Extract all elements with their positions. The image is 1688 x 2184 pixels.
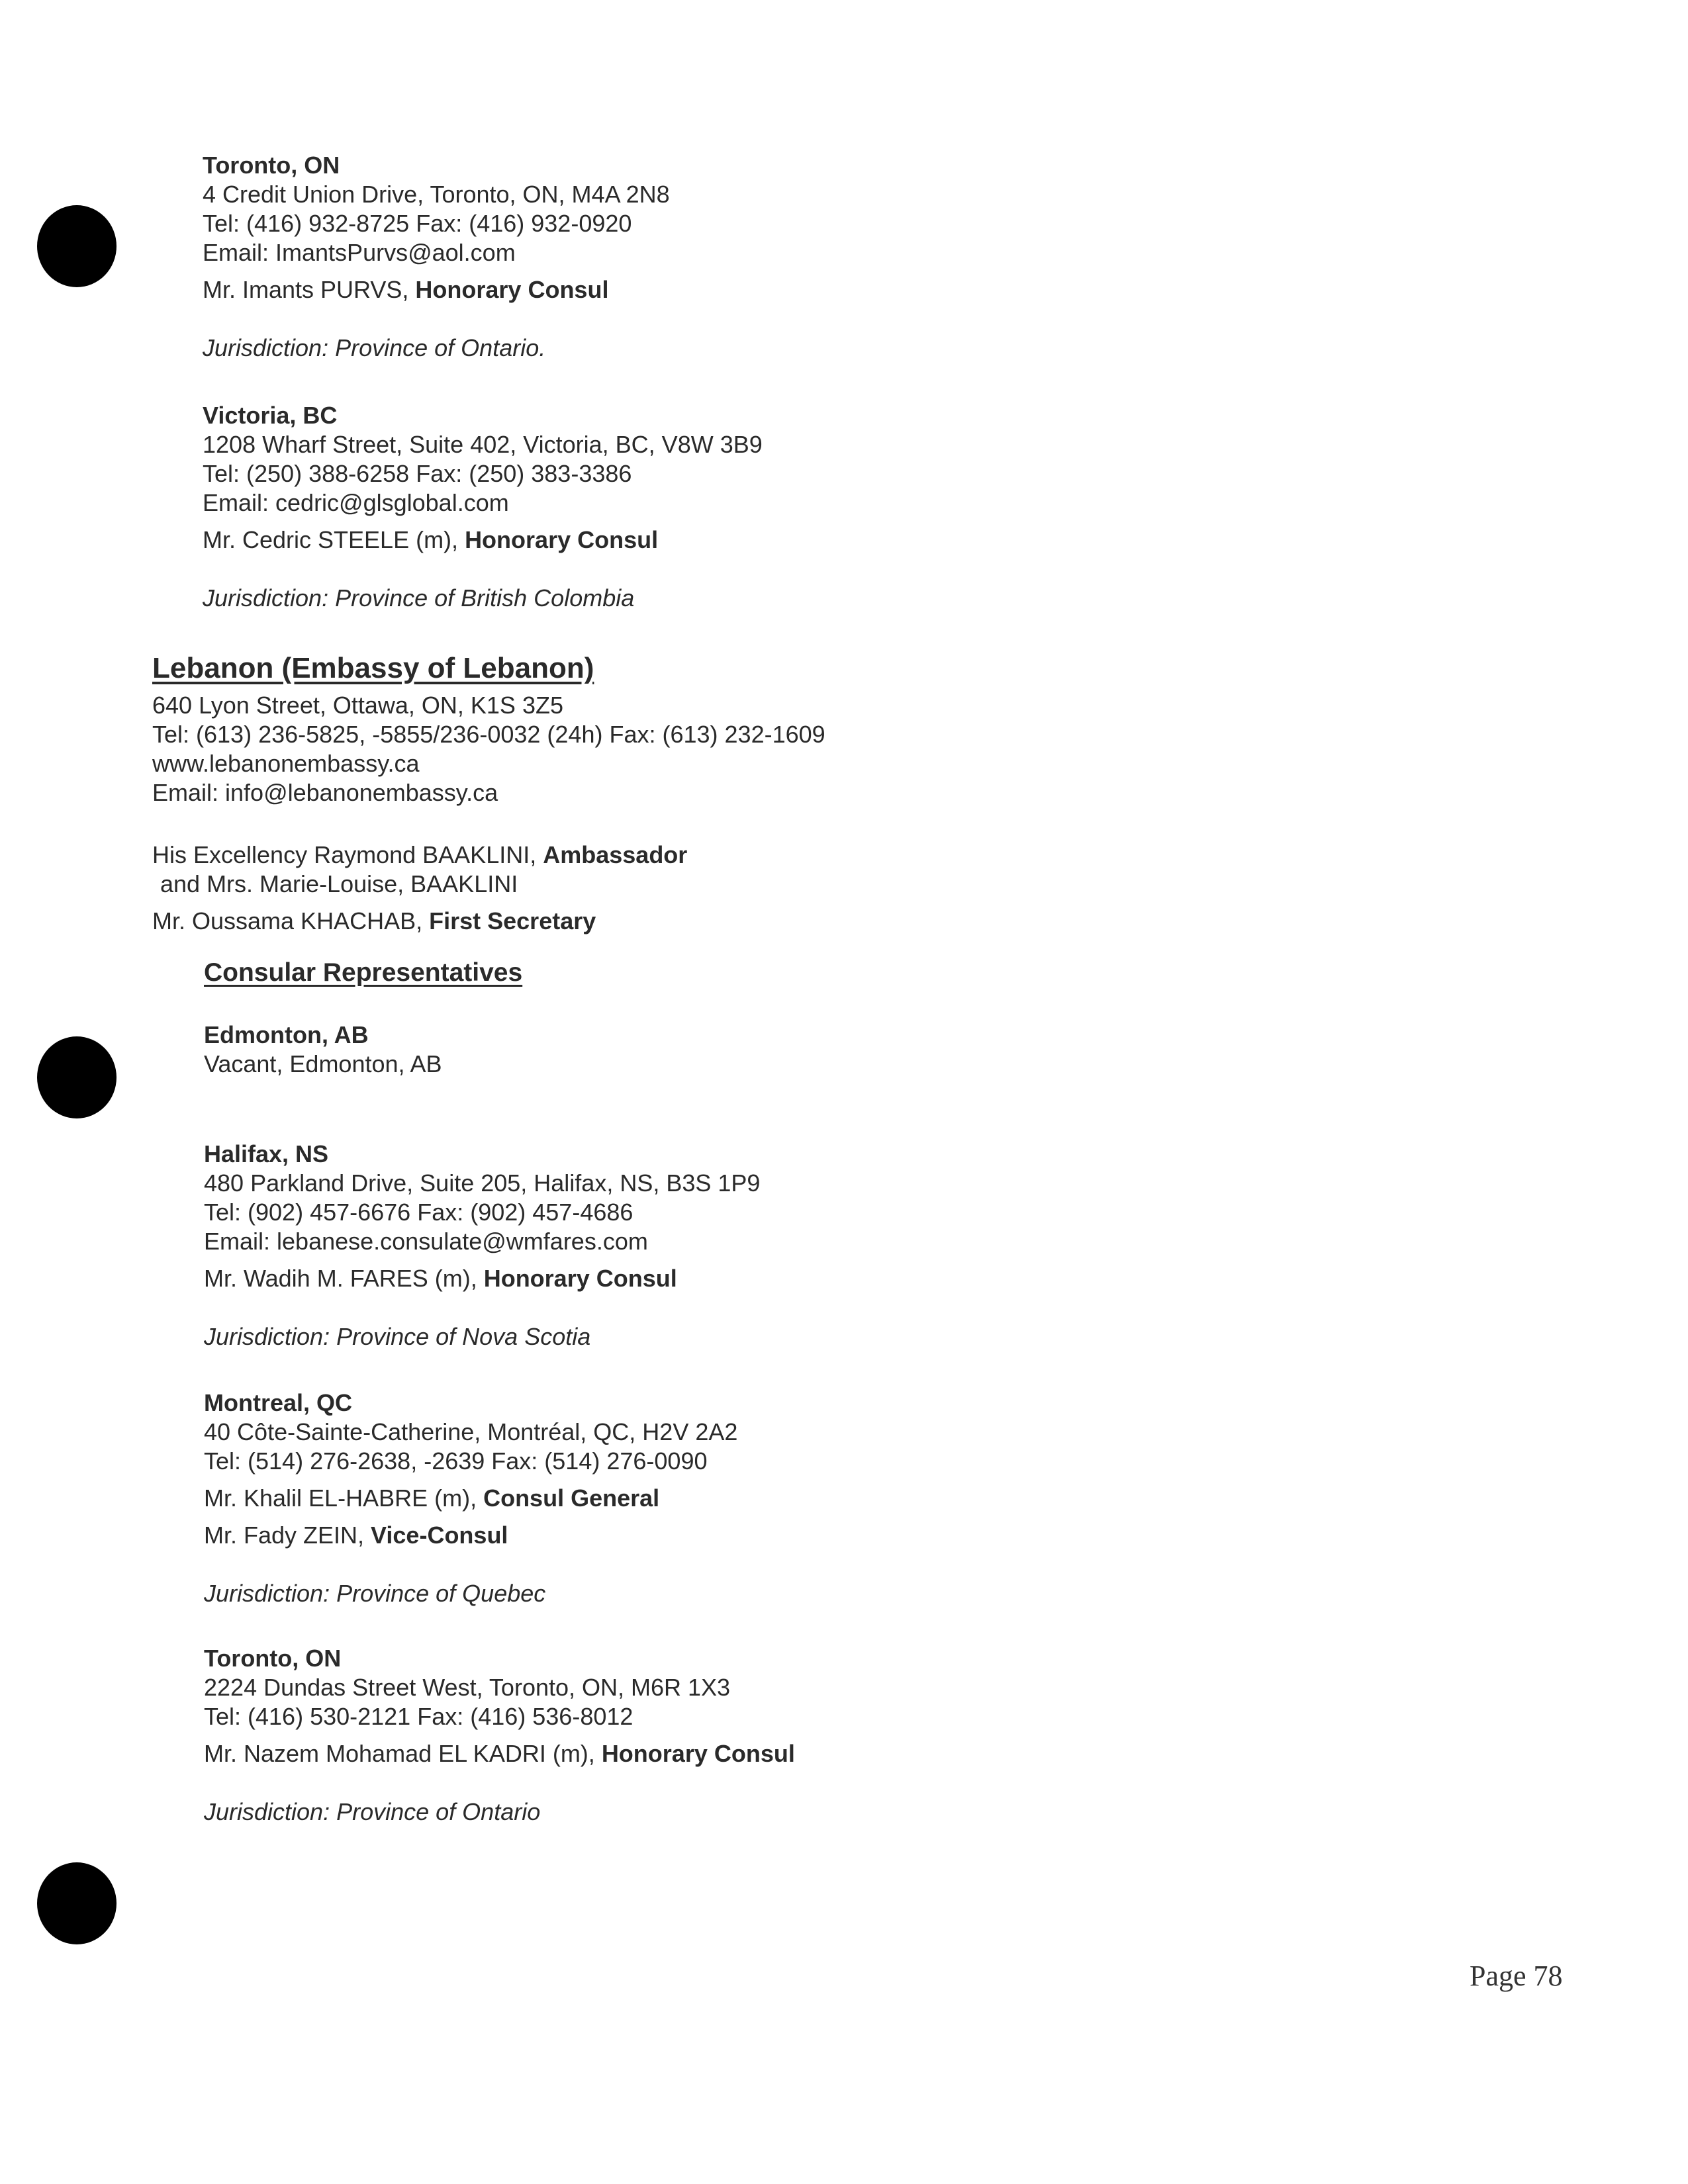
representative-title: Consul General	[483, 1484, 660, 1512]
representative-line	[204, 1521, 737, 1550]
phone-line: Tel: (416) 530-2121 Fax: (416) 536-8012	[204, 1703, 633, 1730]
consulate-toronto-lebanon	[204, 1644, 795, 1827]
city-heading: Toronto, ON	[203, 152, 340, 179]
city-heading: Edmonton, AB	[204, 1021, 369, 1048]
secretary-name: Mr. Oussama KHACHAB,	[152, 907, 430, 934]
consulate-halifax	[204, 1140, 760, 1351]
email-line: Email: info@lebanonembassy.ca	[152, 779, 498, 806]
embassy-lebanon-contact	[152, 691, 825, 807]
representative-name: Mr. Imants PURVS,	[203, 276, 416, 303]
address-line: 40 Côte-Sainte-Catherine, Montréal, QC, H2V 2A2	[204, 1418, 738, 1445]
representative-line	[204, 1264, 760, 1293]
phone-line: Tel: (416) 932-8725 Fax: (416) 932-0920	[203, 210, 632, 237]
ambassador-line	[152, 841, 687, 870]
jurisdiction-line: Jurisdiction: Province of British Colombia	[203, 584, 635, 612]
consulate-edmonton	[204, 1021, 442, 1079]
jurisdiction-line: Jurisdiction: Province of Quebec	[204, 1580, 546, 1607]
city-heading: Toronto, ON	[204, 1645, 342, 1672]
phone-line: Tel: (902) 457-6676 Fax: (902) 457-4686	[204, 1199, 633, 1226]
city-heading: Victoria, BC	[203, 402, 338, 429]
representative-title: Honorary Consul	[415, 276, 609, 303]
secretary-title: First Secretary	[429, 907, 596, 934]
email-line: Email: cedric@glsglobal.com	[203, 489, 509, 516]
phone-line: Tel: (514) 276-2638, -2639 Fax: (514) 276-0090	[204, 1447, 708, 1475]
spouse-line: and Mrs. Marie-Louise, BAAKLINI	[160, 870, 518, 897]
address-line: 640 Lyon Street, Ottawa, ON, K1S 3Z5	[152, 692, 563, 719]
embassy-heading-lebanon: Lebanon (Embassy of Lebanon)	[152, 652, 594, 684]
consulate-victoria	[203, 401, 763, 613]
city-heading: Montreal, QC	[204, 1389, 353, 1416]
consulate-montreal	[204, 1388, 737, 1608]
jurisdiction-line: Jurisdiction: Province of Ontario	[204, 1798, 541, 1825]
consular-representatives-heading: Consular Representatives	[204, 958, 523, 987]
address-line: 2224 Dundas Street West, Toronto, ON, M6R 1X3	[204, 1674, 731, 1701]
representative-name: Mr. Fady ZEIN,	[204, 1522, 371, 1549]
page-number: Page 78	[1470, 1960, 1563, 1992]
representative-name: Mr. Khalil EL-HABRE (m),	[204, 1484, 484, 1512]
email-line: Email: lebanese.consulate@wmfares.com	[204, 1228, 648, 1255]
representative-title: Honorary Consul	[483, 1265, 677, 1292]
address-line: 4 Credit Union Drive, Toronto, ON, M4A 2N8	[203, 181, 670, 208]
city-heading: Halifax, NS	[204, 1140, 329, 1167]
punch-hole-middle	[37, 1036, 117, 1118]
website-line: www.lebanonembassy.ca	[152, 750, 420, 777]
representative-line	[203, 525, 763, 555]
representative-line	[204, 1484, 737, 1513]
email-line: Email: ImantsPurvs@aol.com	[203, 239, 516, 266]
punch-hole-bottom	[37, 1862, 117, 1944]
representative-title: Honorary Consul	[601, 1740, 795, 1767]
embassy-lebanon-staff	[152, 841, 687, 936]
jurisdiction-line: Jurisdiction: Province of Nova Scotia	[204, 1323, 591, 1350]
representative-title: Honorary Consul	[465, 526, 659, 553]
ambassador-title: Ambassador	[543, 841, 688, 868]
representative-title: Vice-Consul	[371, 1522, 508, 1549]
representative-name: Mr. Cedric STEELE (m),	[203, 526, 465, 553]
address-line: 1208 Wharf Street, Suite 402, Victoria, BC, V8W 3B9	[203, 431, 763, 458]
jurisdiction-line: Jurisdiction: Province of Ontario.	[203, 334, 546, 361]
representative-line	[203, 275, 670, 304]
address-line: 480 Parkland Drive, Suite 205, Halifax, NS, B3S 1P9	[204, 1169, 761, 1197]
ambassador-name: His Excellency Raymond BAAKLINI,	[152, 841, 543, 868]
consulate-toronto-latvia	[203, 151, 670, 363]
punch-hole-top	[37, 205, 117, 287]
representative-name: Mr. Wadih M. FARES (m),	[204, 1265, 484, 1292]
representative-name: Mr. Nazem Mohamad EL KADRI (m),	[204, 1740, 602, 1767]
representative-line	[204, 1739, 795, 1768]
phone-line: Tel: (250) 388-6258 Fax: (250) 383-3386	[203, 460, 632, 487]
vacancy-line: Vacant, Edmonton, AB	[204, 1050, 442, 1077]
secretary-line	[152, 907, 687, 936]
phone-line: Tel: (613) 236-5825, -5855/236-0032 (24h) Fax: (613) 232-1609	[152, 721, 825, 748]
